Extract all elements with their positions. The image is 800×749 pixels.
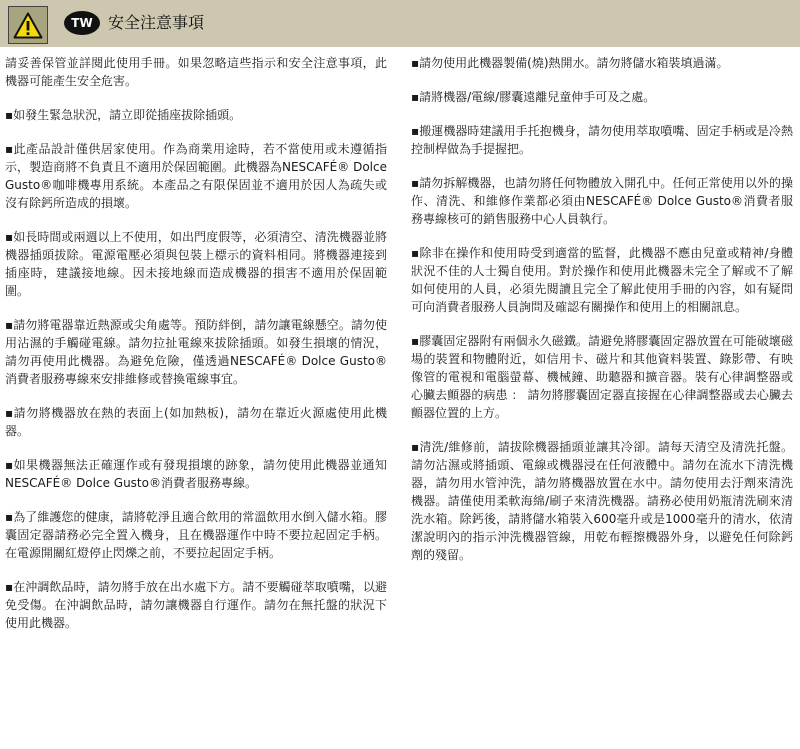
paragraph-malfunction: ▪如果機器無法正確運作或有發現損壞的跡象，請勿使用此機器並通知NESCAFÉ® Dolce Gusto®消費者服務專線。 [5,458,387,490]
paragraph-carrying: ▪搬運機器時建議用手托抱機身，請勿使用萃取噴嘴、固定手柄或是冷熱控制桿做為手提握把。 [411,124,793,156]
paragraph-water-health: ▪為了維護您的健康，請將乾淨且適合飲用的常溫飲用水倒入儲水箱。膠囊固定器請務必完全置入機身，且在機器運作中時不要拉起固定手柄。在電源開關紅燈停止閃爍之前，不要拉起固定手柄。 [5,510,387,560]
page-title: 安全注意事項 [108,13,205,32]
paragraph-household-use: ▪此產品設計僅供居家使用。作為商業用途時，若不當使用或未遵循指示，製造商將不負責且不適用於保固範圍。此機器為NESCAFÉ® Dolce Gusto®咖啡機專用系統。本產品之有限保固並不適用於因人為疏失或沒有除鈣所造成的損壞。 [5,142,387,210]
left-column [5,54,387,648]
header-bar [0,0,800,47]
paragraph-magnets: ▪膠囊固定器附有兩個永久磁鐵。請避免將膠囊固定器放置在可能破壞磁場的裝置和物體附近，如信用卡、磁片和其他資料裝置、錄影帶、有映像管的電視和電腦螢幕、機械鐘、助聽器和擴音器。裝有心律調整器或心臟去顫器的病患 ： 請勿將膠囊固定器直接握在心律調整器或去心臟去顫器位置的上方。 [411,334,793,420]
paragraph-long-absence: ▪如長時間或兩週以上不使用，如出門度假等，必須清空、清洗機器並將機器插頭拔除。電源電壓必須與包裝上標示的資料相同。將機器連接到插座時，建議接地線。因未接地線而造成機器的損害不適用於保固範圍。 [5,230,387,298]
paragraph-disassembly: ▪請勿拆解機器，也請勿將任何物體放入開孔中。任何正常使用以外的操作、清洗、和維修作業都必須由NESCAFÉ® Dolce Gusto®消費者服務專線核可的銷售服務中心人員執行。 [411,176,793,226]
warning-triangle-icon [13,12,43,39]
right-column [411,54,793,580]
paragraph-children-reach: ▪請將機器/電線/膠囊遠離兒童伸手可及之處。 [411,90,656,104]
paragraph-hot-surface: ▪請勿將機器放在熱的表面上(如加熱板)，請勿在靠近火源處使用此機器。 [5,406,387,438]
tw-language-badge: TW [64,11,100,35]
paragraph-supervision: ▪除非在操作和使用時受到適當的監督，此機器不應由兒童或精神/身體狀況不佳的人士獨自使用。對於操作和使用此機器未完全了解或不了解如何使用的人員，必須先閱讀且完全了解此使用手冊的內容，如有疑問可向消費者服務人員詢問及確認有關操作和使用上的相關訊息。 [411,246,793,314]
paragraph-hot-water: ▪請勿使用此機器製備(燒)熱開水。請勿將儲水箱裝填過滿。 [411,56,729,70]
paragraph-intro: 請妥善保管並詳閱此使用手冊。如果忽略這些指示和安全注意事項，此機器可能產生安全危害。 [5,56,387,88]
paragraph-cleaning: ▪清洗/維修前，請拔除機器插頭並讓其冷卻。請每天清空及清洗托盤。請勿沾濕或將插頭、電線或機器浸在任何液體中。請勿在流水下清洗機器，請勿用水管沖洗，請勿將機器放置在水中。請勿使用去汙劑來清洗機器。請僅使用柔軟海綿/刷子來清洗機器。請務必使用奶瓶清洗刷來清洗水箱。除鈣後，請將儲水箱裝入600毫升或是1000毫升的清水，依清潔說明內的指示沖洗機器管線，用乾布輕擦機器外身，以避免任何除鈣劑的殘留。 [411,440,793,562]
paragraph-brewing: ▪在沖調飲品時，請勿將手放在出水處下方。請不要觸碰萃取噴嘴，以避免受傷。在沖調飲品時，請勿讓機器自行運作。請勿在無托盤的狀況下使用此機器。 [5,580,387,630]
paragraph-emergency: ▪如發生緊急狀況，請立即從插座拔除插頭。 [5,108,242,122]
paragraph-cord-safety: ▪請勿將電器靠近熱源或尖角處等。預防絆倒，請勿讓電線懸空。請勿使用沾濕的手觸碰電線。請勿拉扯電線來拔除插頭。如發生損壞的情況，請勿再使用此機器。為避免危險，僅透過NESCAFÉ® Dolce Gusto®消費者服務專線來安排維修或替換電線事宜。 [5,318,387,386]
warning-box [8,6,48,44]
